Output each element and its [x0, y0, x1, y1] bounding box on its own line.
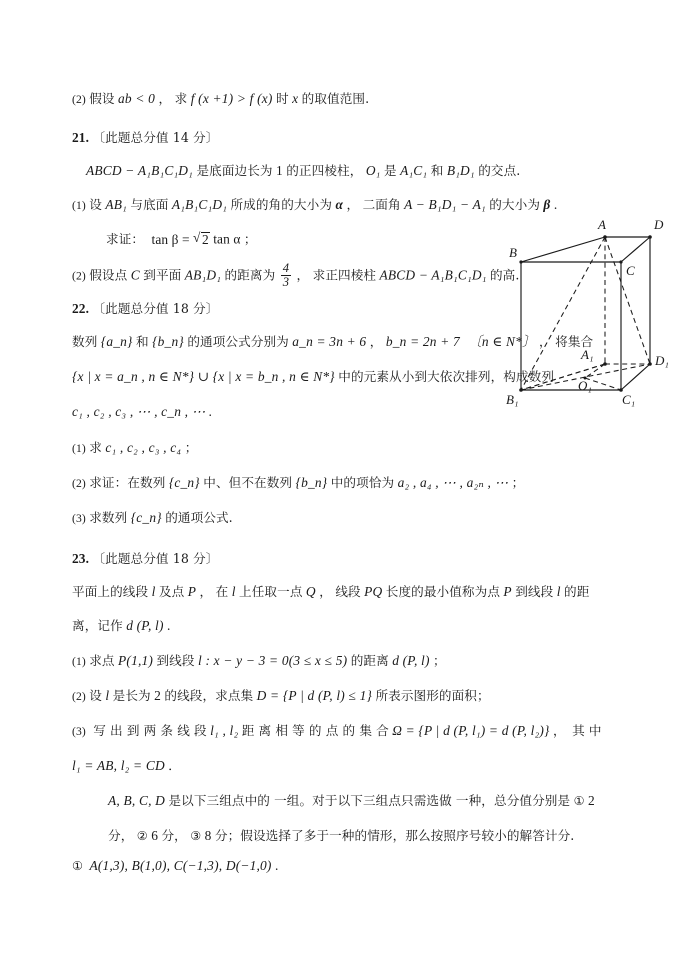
q23-note-num2: 6 — [151, 828, 159, 843]
q21-p2-text-e: 的高. — [489, 267, 520, 283]
q21-p2-sep: ， — [296, 267, 310, 283]
q23-stem-math-d: Q — [305, 584, 316, 599]
q23-stem-line1 — [72, 585, 589, 600]
q21-stem-text-e: 的交点. — [478, 163, 521, 178]
q23-stem-text-d: 上任取一点 — [239, 584, 303, 599]
q21-p1-text-d: 二面角 — [362, 197, 401, 212]
q22-p1-math: c₁ , c₂ , c₃ , c₄ — [105, 440, 182, 455]
figure-label-A: A — [598, 217, 606, 232]
q23-stem-text-g: 到线段 — [515, 584, 554, 599]
q21-stem-math-e: B₁D₁ — [446, 163, 475, 178]
q21-p1-math-a: AB₁ — [105, 197, 127, 212]
q23-note-circ3: ③ — [190, 829, 202, 843]
q23-part1 — [72, 654, 446, 669]
dot-D — [648, 235, 652, 239]
q23-note-circ2: ② — [136, 829, 148, 843]
q23-part3-line1 — [72, 724, 602, 739]
q23-p2-math-c: D = {P | d (P, l) ≤ 1} — [256, 688, 373, 703]
figure-label-D1: D₁ — [655, 353, 669, 368]
q22-p2-end: ； — [511, 475, 525, 490]
q23-stem-text-e: 线段 — [335, 584, 361, 599]
q23-number: 23. — [72, 551, 90, 566]
dot-A — [603, 235, 607, 239]
q23-p3-sep: ， — [552, 723, 566, 738]
figure-label-B1: B₁ — [506, 392, 519, 407]
q21-part1-marker: (1) — [72, 199, 86, 212]
q23-stem-math-a: l — [151, 584, 156, 599]
q21-p2-text-d: 求正四棱柱 — [312, 267, 377, 283]
q21-p2-text-c: 的距离为 — [224, 267, 276, 283]
figure-label-O1: O₁ — [578, 378, 592, 393]
q23-p2-text-d: 所表示图形的面积； — [375, 688, 490, 703]
q23-stem-math-b: P — [187, 584, 197, 599]
figure-label-A1: A₁ — [581, 347, 594, 362]
q22-p3-text-b: 的通项公式. — [165, 510, 233, 525]
q21-stem-text-b: 的正四棱柱， — [286, 163, 363, 178]
q22-p3-marker: (3) — [72, 512, 86, 525]
q22-p3-text-a: 求数列 — [89, 510, 128, 525]
q23-p1-text-c: 的距离 — [350, 653, 389, 668]
q23-opt1-end: . — [275, 858, 279, 873]
q23-stem-math-e: PQ — [364, 584, 383, 599]
q21-p1-text-c: 所成的角的大小为 — [230, 197, 333, 212]
q22-p2-math-a: {c_n} — [168, 475, 200, 490]
q22-seq-math: c₁ , c₂ , c₃ , ⋯ , c_n , ⋯ . — [72, 404, 213, 419]
q22-stem-math-e: 〔n ∈ N*〕 — [468, 334, 536, 349]
q21-header — [72, 131, 218, 146]
q23-stem-text-c: 在 — [215, 584, 229, 599]
q21-p2-math-a: C — [130, 267, 140, 283]
q22-stem-text-c: 的通项公式分别为 — [187, 334, 289, 349]
q21-stem-math-a: ABCD − A₁B₁C₁D₁ — [86, 163, 194, 178]
q23-p3-line2-end: ． — [168, 758, 181, 773]
q21-p2-text-a: 假设点 — [89, 267, 128, 283]
q23-p2-math-b: 2 — [154, 688, 161, 703]
figure-label-C1: C₁ — [622, 392, 636, 407]
q23-stem-line2-end: . — [167, 618, 171, 633]
q21-part2-marker: (2) — [72, 269, 86, 283]
q23-p1-marker: (1) — [72, 655, 86, 668]
q23-p1-math-c: d (P, l) — [392, 653, 430, 668]
q21-p2-frac-numerator: 4 — [282, 261, 290, 275]
q23-stem-sep2: ， — [319, 584, 332, 599]
q22-stem-math-b: {b_n} — [152, 334, 184, 349]
q21-part1 — [72, 198, 557, 213]
edge-A1-O1 — [585, 364, 605, 378]
q21-prove-label: 求证： — [106, 231, 145, 247]
figure-label-D: D — [654, 217, 664, 232]
q23-note-line2-a: 分， — [108, 828, 134, 843]
q21-p2-math-b: AB₁D₁ — [184, 267, 222, 283]
q23-note-text-a: 是以下三组点中的 一组。对于以下三组点只需选做 一种，总分值分别是 — [168, 793, 571, 808]
q20-part2-line — [72, 92, 369, 107]
q23-note-line1 — [108, 794, 595, 809]
q23-opt1-math: A(1,3), B(1,0), C(−1,3), D(−1,0) — [89, 858, 272, 873]
q21-p2-text-b: 到平面 — [143, 267, 182, 283]
dot-D1 — [648, 362, 652, 366]
prism-svg — [497, 213, 687, 413]
q23-p1-math-b: l : x − y − 3 = 0(3 ≤ x ≤ 5) — [197, 653, 348, 668]
q23-opt1-circ: ① — [72, 859, 84, 873]
geometry-figure-square-prism — [497, 213, 687, 413]
q22-stem-math-c: a_n = 3n + 6 — [292, 334, 367, 349]
edge-C1-D1 — [621, 364, 650, 390]
q23-p3-text-b: 距 离 相 等 的 点 的 集 合 — [241, 723, 389, 738]
q21-p2-math-c: ABCD − A₁B₁C₁D₁ — [379, 267, 487, 283]
q23-stem-line2-text: 离，记作 — [72, 618, 123, 633]
q20-part2-text-b: 求 — [174, 91, 188, 106]
q23-p3-marker: (3) — [72, 725, 86, 738]
q23-stem-text-f: 长度的最小值称为点 — [385, 584, 501, 599]
q21-stem-math-b: 1 — [276, 163, 283, 178]
q21-stem — [86, 164, 520, 179]
q22-p2-text-c: 中的项恰为 — [330, 475, 395, 490]
q22-stem-sep: ， — [369, 334, 383, 349]
q23-p1-text-b: 到线段 — [156, 653, 195, 668]
q21-score-note: 〔此题总分值 14 分〕 — [92, 130, 219, 145]
q23-p2-text-b: 是长为 — [112, 688, 151, 703]
q21-prove-rhs: tan α — [213, 231, 241, 247]
q21-stem-math-d: A₁C₁ — [400, 163, 428, 178]
edge-A-B — [521, 237, 605, 262]
q21-stem-text-a: 是底面边长为 — [196, 163, 273, 178]
edge-C-D — [621, 237, 650, 262]
q21-p2-fraction — [281, 262, 291, 289]
edge-A-B1 — [521, 237, 605, 390]
q22-p3-math-a: {c_n} — [130, 510, 162, 525]
q23-p1-text-a: 求点 — [89, 653, 115, 668]
q22-p2-text-b: 中、但不在数列 — [203, 475, 293, 490]
q22-score-note: 〔此题总分值 18 分〕 — [92, 301, 219, 316]
q23-note-line2-c: 分；假设选择了多于一种的情形，那么按照序号较小的解答计分. — [214, 828, 575, 843]
q21-prove-sqrt — [193, 231, 210, 247]
dot-C — [619, 260, 622, 263]
q22-p2-math-c: a₂ , a₄ , ⋯ , a₂ₙ , ⋯ — [397, 475, 509, 490]
q21-stem-text-c: 是 — [383, 163, 397, 178]
q23-note-num1: 2 — [588, 793, 595, 808]
q23-p3-text-a: 写 出 到 两 条 线 段 — [93, 723, 207, 738]
dot-B — [519, 260, 522, 263]
q20-part2-math-b: f (x +1) > f (x) — [190, 91, 273, 106]
figure-label-C: C — [626, 263, 635, 278]
q20-part2-marker: (2) — [72, 93, 86, 106]
q22-stem-text-d: 将集合 — [555, 334, 594, 349]
q20-part2-text-d: 的取值范围. — [301, 91, 370, 106]
q23-stem-sep: ， — [199, 584, 213, 599]
q23-note-circ1: ① — [573, 794, 585, 808]
q22-seq-line — [72, 405, 212, 420]
q22-stem-math-a: {a_n} — [100, 334, 133, 349]
q21-p1-sep: ， — [346, 197, 360, 212]
q22-set-text: 中的元素从小到大依次排列，构成数列 — [338, 369, 555, 384]
q23-p3-math-b: Ω = {P | d (P, l₁) = d (P, l₂)} — [392, 723, 550, 738]
q22-stem-math-d: b_n = 2n + 7 — [385, 334, 460, 349]
q22-p2-text-a: 求证：在数列 — [89, 475, 166, 490]
q21-prove-sqrt-radicand: 2 — [202, 231, 209, 247]
q21-p1-text-b: 与底面 — [130, 197, 169, 212]
dot-B1 — [519, 388, 523, 392]
q23-note-line2 — [108, 829, 574, 844]
q22-part3 — [72, 511, 233, 526]
q22-stem-text-a: 数列 — [72, 334, 98, 349]
q23-p1-end: ； — [433, 653, 446, 668]
q21-part2 — [72, 262, 519, 289]
q22-set-math: {x | x = a_n , n ∈ N*} ∪ {x | x = b_n , n ∈ N*} — [72, 369, 335, 384]
q21-p1-math-d: A − B₁D₁ − A₁ — [404, 197, 486, 212]
q21-p1-text-a: 设 — [89, 197, 102, 212]
q21-prove-end: ； — [243, 231, 257, 247]
q23-p2-text-a: 设 — [89, 688, 102, 703]
q22-stem-sep2: ， — [539, 334, 552, 349]
q21-p1-text-f: . — [553, 197, 558, 212]
q20-part2-math-a: ab < 0 — [118, 91, 156, 106]
q22-set-line — [72, 370, 554, 385]
q22-p1-marker: (1) — [72, 442, 86, 455]
q20-part2-text-c: 时 — [275, 91, 289, 106]
q22-p1-end: ； — [184, 440, 198, 455]
q23-option-1 — [72, 859, 278, 874]
q21-stem-math-c: O₁ — [365, 163, 381, 178]
q22-header — [72, 302, 218, 317]
q23-p2-text-c: 的线段，求点集 — [164, 688, 254, 703]
q23-score-note: 〔此题总分值 18 分〕 — [92, 551, 219, 566]
q23-note-line2-b: 分， — [161, 828, 187, 843]
dot-A1 — [603, 362, 607, 366]
q23-p3-math-a: l₁ , l₂ — [210, 723, 239, 738]
q23-p1-math-a: P(1,1) — [118, 653, 154, 668]
q23-stem-line2-math: d (P, l) — [126, 618, 164, 633]
q21-number: 21. — [72, 130, 90, 145]
q23-note-num3: 8 — [204, 828, 212, 843]
q21-prove-line — [106, 231, 257, 247]
q23-header — [72, 552, 218, 567]
q21-p1-math-c: α — [335, 197, 344, 212]
q22-p2-math-b: {b_n} — [295, 475, 328, 490]
q23-stem-text-h: 的距 — [564, 584, 590, 599]
q20-part2-math-c: x — [292, 91, 299, 106]
q23-p2-math-a: l — [105, 688, 110, 703]
q22-p1-text: 求 — [89, 440, 102, 455]
q23-p3-text-c: 其 中 — [572, 723, 602, 738]
q21-stem-text-d: 和 — [430, 163, 444, 178]
q22-stem-text-b: 和 — [136, 334, 149, 349]
q23-p3-line2-math: l₁ = AB, l₂ = CD — [72, 758, 165, 773]
q23-part2 — [72, 689, 490, 704]
q21-p1-text-e: 的大小为 — [489, 197, 541, 212]
q21-p1-math-b: A₁B₁C₁D₁ — [171, 197, 228, 212]
q22-part2 — [72, 476, 524, 491]
figure-label-B: B — [509, 245, 517, 260]
q23-stem-text-b: 及点 — [158, 584, 185, 599]
q22-part1 — [72, 441, 197, 456]
q23-part3-line2 — [72, 759, 181, 774]
q21-p1-math-e: β — [543, 197, 551, 212]
q22-number: 22. — [72, 301, 90, 316]
q23-stem-line2 — [72, 619, 170, 634]
q20-part2-text-a: 假设 — [89, 91, 115, 106]
q23-stem-math-f: P — [503, 584, 512, 599]
q23-note-math-a: A, B, C, D — [108, 793, 166, 808]
q23-p2-marker: (2) — [72, 690, 86, 703]
q23-stem-math-c: l — [231, 584, 236, 599]
q21-p2-frac-denominator: 3 — [282, 274, 290, 289]
q20-part2-sep: ， — [158, 91, 172, 106]
q21-prove-lhs: tan β = — [151, 231, 190, 247]
q23-stem-text-a: 平面上的线段 — [72, 584, 149, 599]
q23-stem-math-g: l — [556, 584, 561, 599]
q22-p2-marker: (2) — [72, 477, 86, 490]
